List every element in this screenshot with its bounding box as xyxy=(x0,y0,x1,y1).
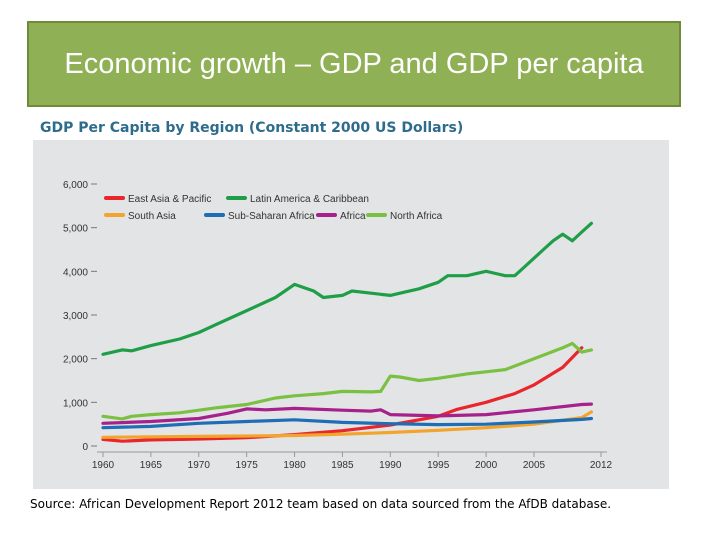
chart-subtitle: GDP Per Capita by Region (Constant 2000 US Dollars) xyxy=(40,120,464,136)
y-tick-label: 4,000 xyxy=(62,267,88,279)
x-tick-label: 1985 xyxy=(331,460,354,471)
x-tick-label: 1975 xyxy=(235,460,258,471)
x-tick-label: 2005 xyxy=(522,460,546,471)
x-tick-label: 1995 xyxy=(427,460,450,471)
x-tick-label: 1965 xyxy=(139,460,163,471)
page-title: Economic growth – GDP and GDP per capita xyxy=(64,47,644,80)
y-tick-label: 6,000 xyxy=(62,180,88,191)
y-tick-label: 2,000 xyxy=(62,354,88,366)
title-banner xyxy=(27,21,681,107)
x-tick-label: 1960 xyxy=(91,460,115,471)
source-note: Source: African Development Report 2012 team based on data sourced from the AfDB database. xyxy=(30,497,612,511)
x-tick-label: 1980 xyxy=(283,460,306,471)
series-line xyxy=(103,343,591,419)
y-tick-label: 3,000 xyxy=(62,311,88,322)
chart-panel xyxy=(33,140,669,489)
series-line xyxy=(103,223,591,354)
x-tick-label: 2000 xyxy=(474,460,498,471)
legend-label: East Asia & Pacific xyxy=(128,194,212,205)
x-tick-label: 2012 xyxy=(589,460,613,471)
legend-label: Africa xyxy=(340,211,366,222)
line-chart xyxy=(33,140,669,489)
y-tick-label: 0 xyxy=(82,442,88,453)
legend-label: Sub-Saharan Africa xyxy=(228,211,315,222)
legend-label: South Asia xyxy=(128,211,176,222)
legend-label: North Africa xyxy=(390,211,443,222)
legend-label: Latin America & Caribbean xyxy=(250,194,369,205)
y-tick-label: 1,000 xyxy=(62,398,88,410)
y-tick-label: 5,000 xyxy=(62,223,88,235)
x-tick-label: 1990 xyxy=(379,460,402,471)
x-tick-label: 1970 xyxy=(187,460,210,471)
